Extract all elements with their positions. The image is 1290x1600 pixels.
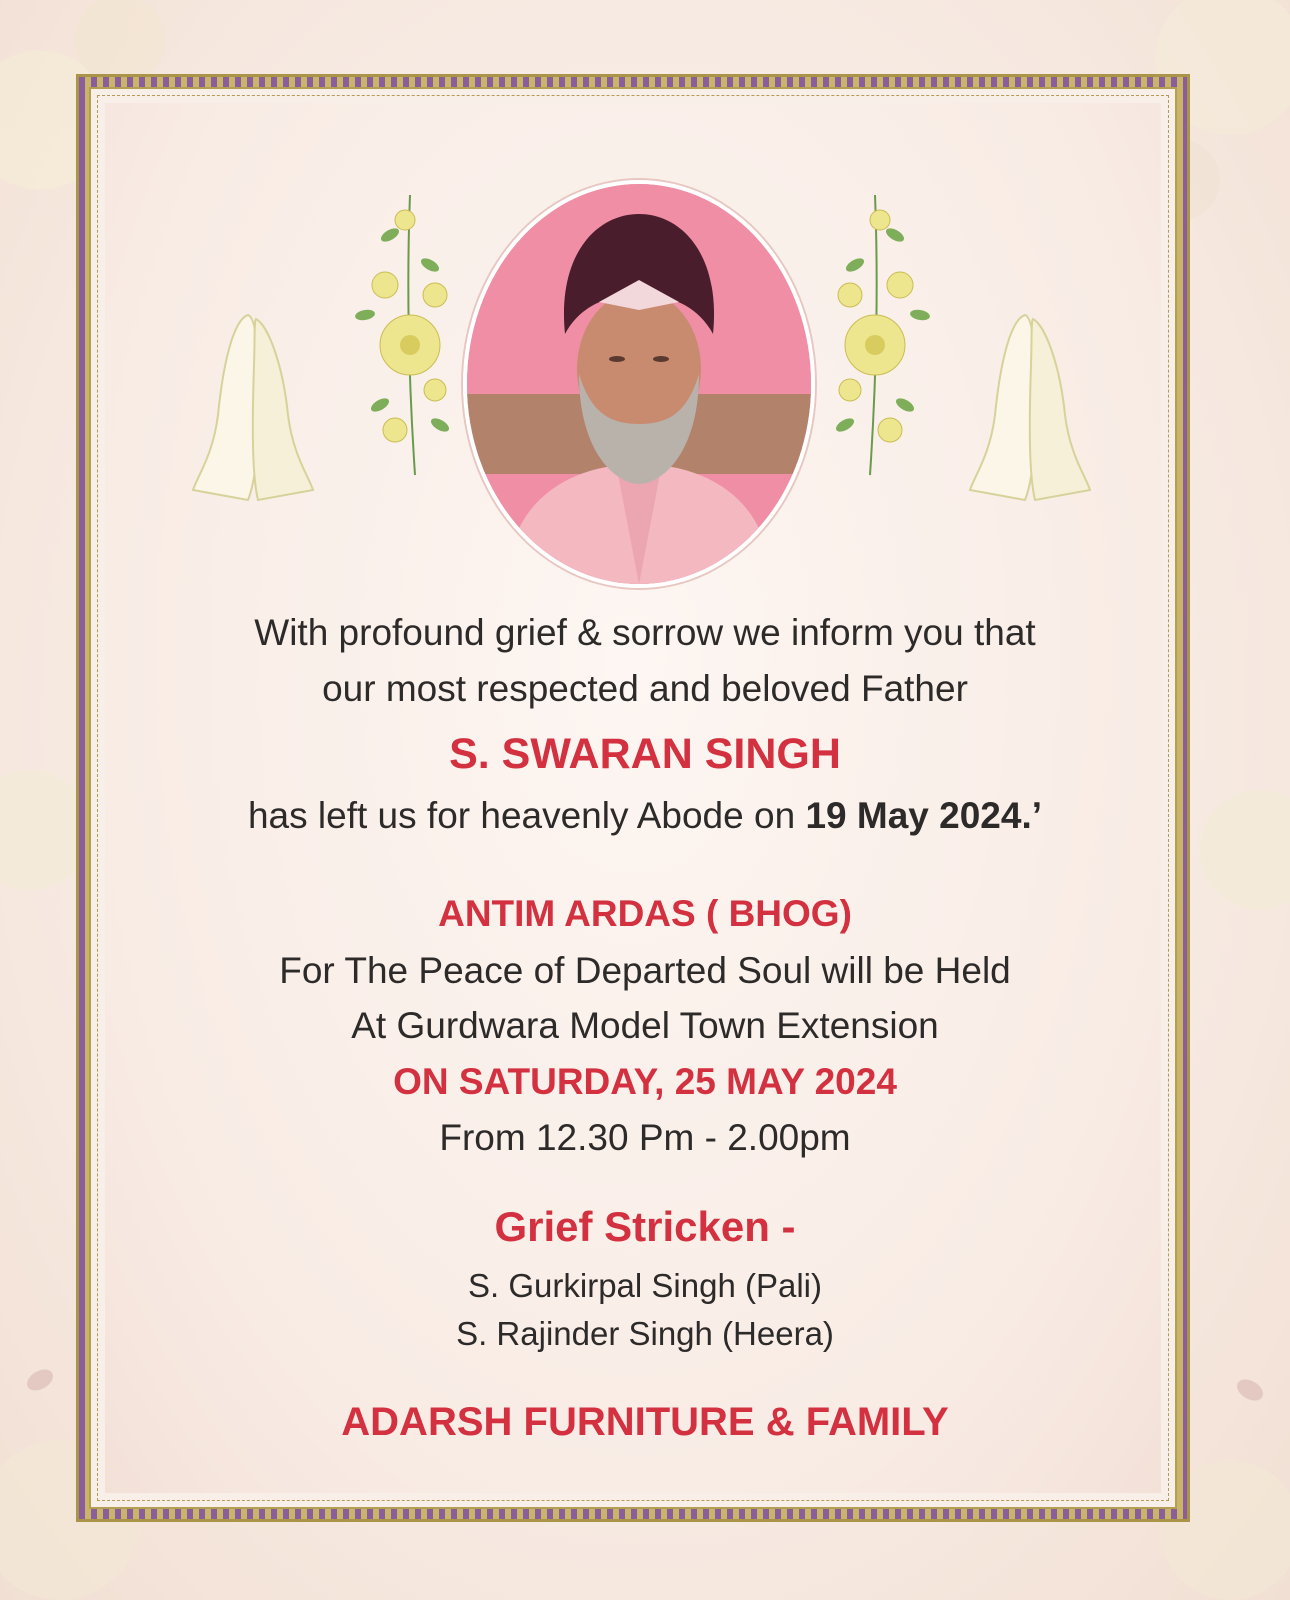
intro-line-1: With profound grief & sorrow we inform you that [254,612,1036,653]
praying-hands-right-icon [965,305,1095,505]
portrait-photo [463,180,815,588]
grief-title: Grief Stricken - [494,1203,796,1250]
family-signature: ADARSH FURNITURE & FAMILY [341,1400,949,1444]
ardas-time: From 12.30 Pm - 2.00pm [439,1117,851,1158]
passing-text: has left us for heavenly Abode on [247,795,806,836]
floral-spray-right-icon [800,175,950,485]
ardas-venue: At Gurdwara Model Town Extension [351,1005,939,1046]
family-member: S. Rajinder Singh (Heera) [456,1315,834,1352]
ardas-line-1: For The Peace of Departed Soul will be Held [279,950,1011,991]
ardas-date: ON SATURDAY, 25 MAY 2024 [393,1061,897,1102]
intro-line-2: our most respected and beloved Father [322,668,968,709]
passing-date: 19 May 2024.’ [805,795,1042,836]
portrait-illustration [467,184,811,584]
floral-spray-left-icon [335,175,485,485]
praying-hands-left-icon [188,305,318,505]
ardas-title: ANTIM ARDAS ( BHOG) [438,893,852,934]
family-member: S. Gurkirpal Singh (Pali) [468,1267,822,1304]
passing-line [0,795,1290,837]
deceased-name: S. SWARAN SINGH [449,730,841,778]
